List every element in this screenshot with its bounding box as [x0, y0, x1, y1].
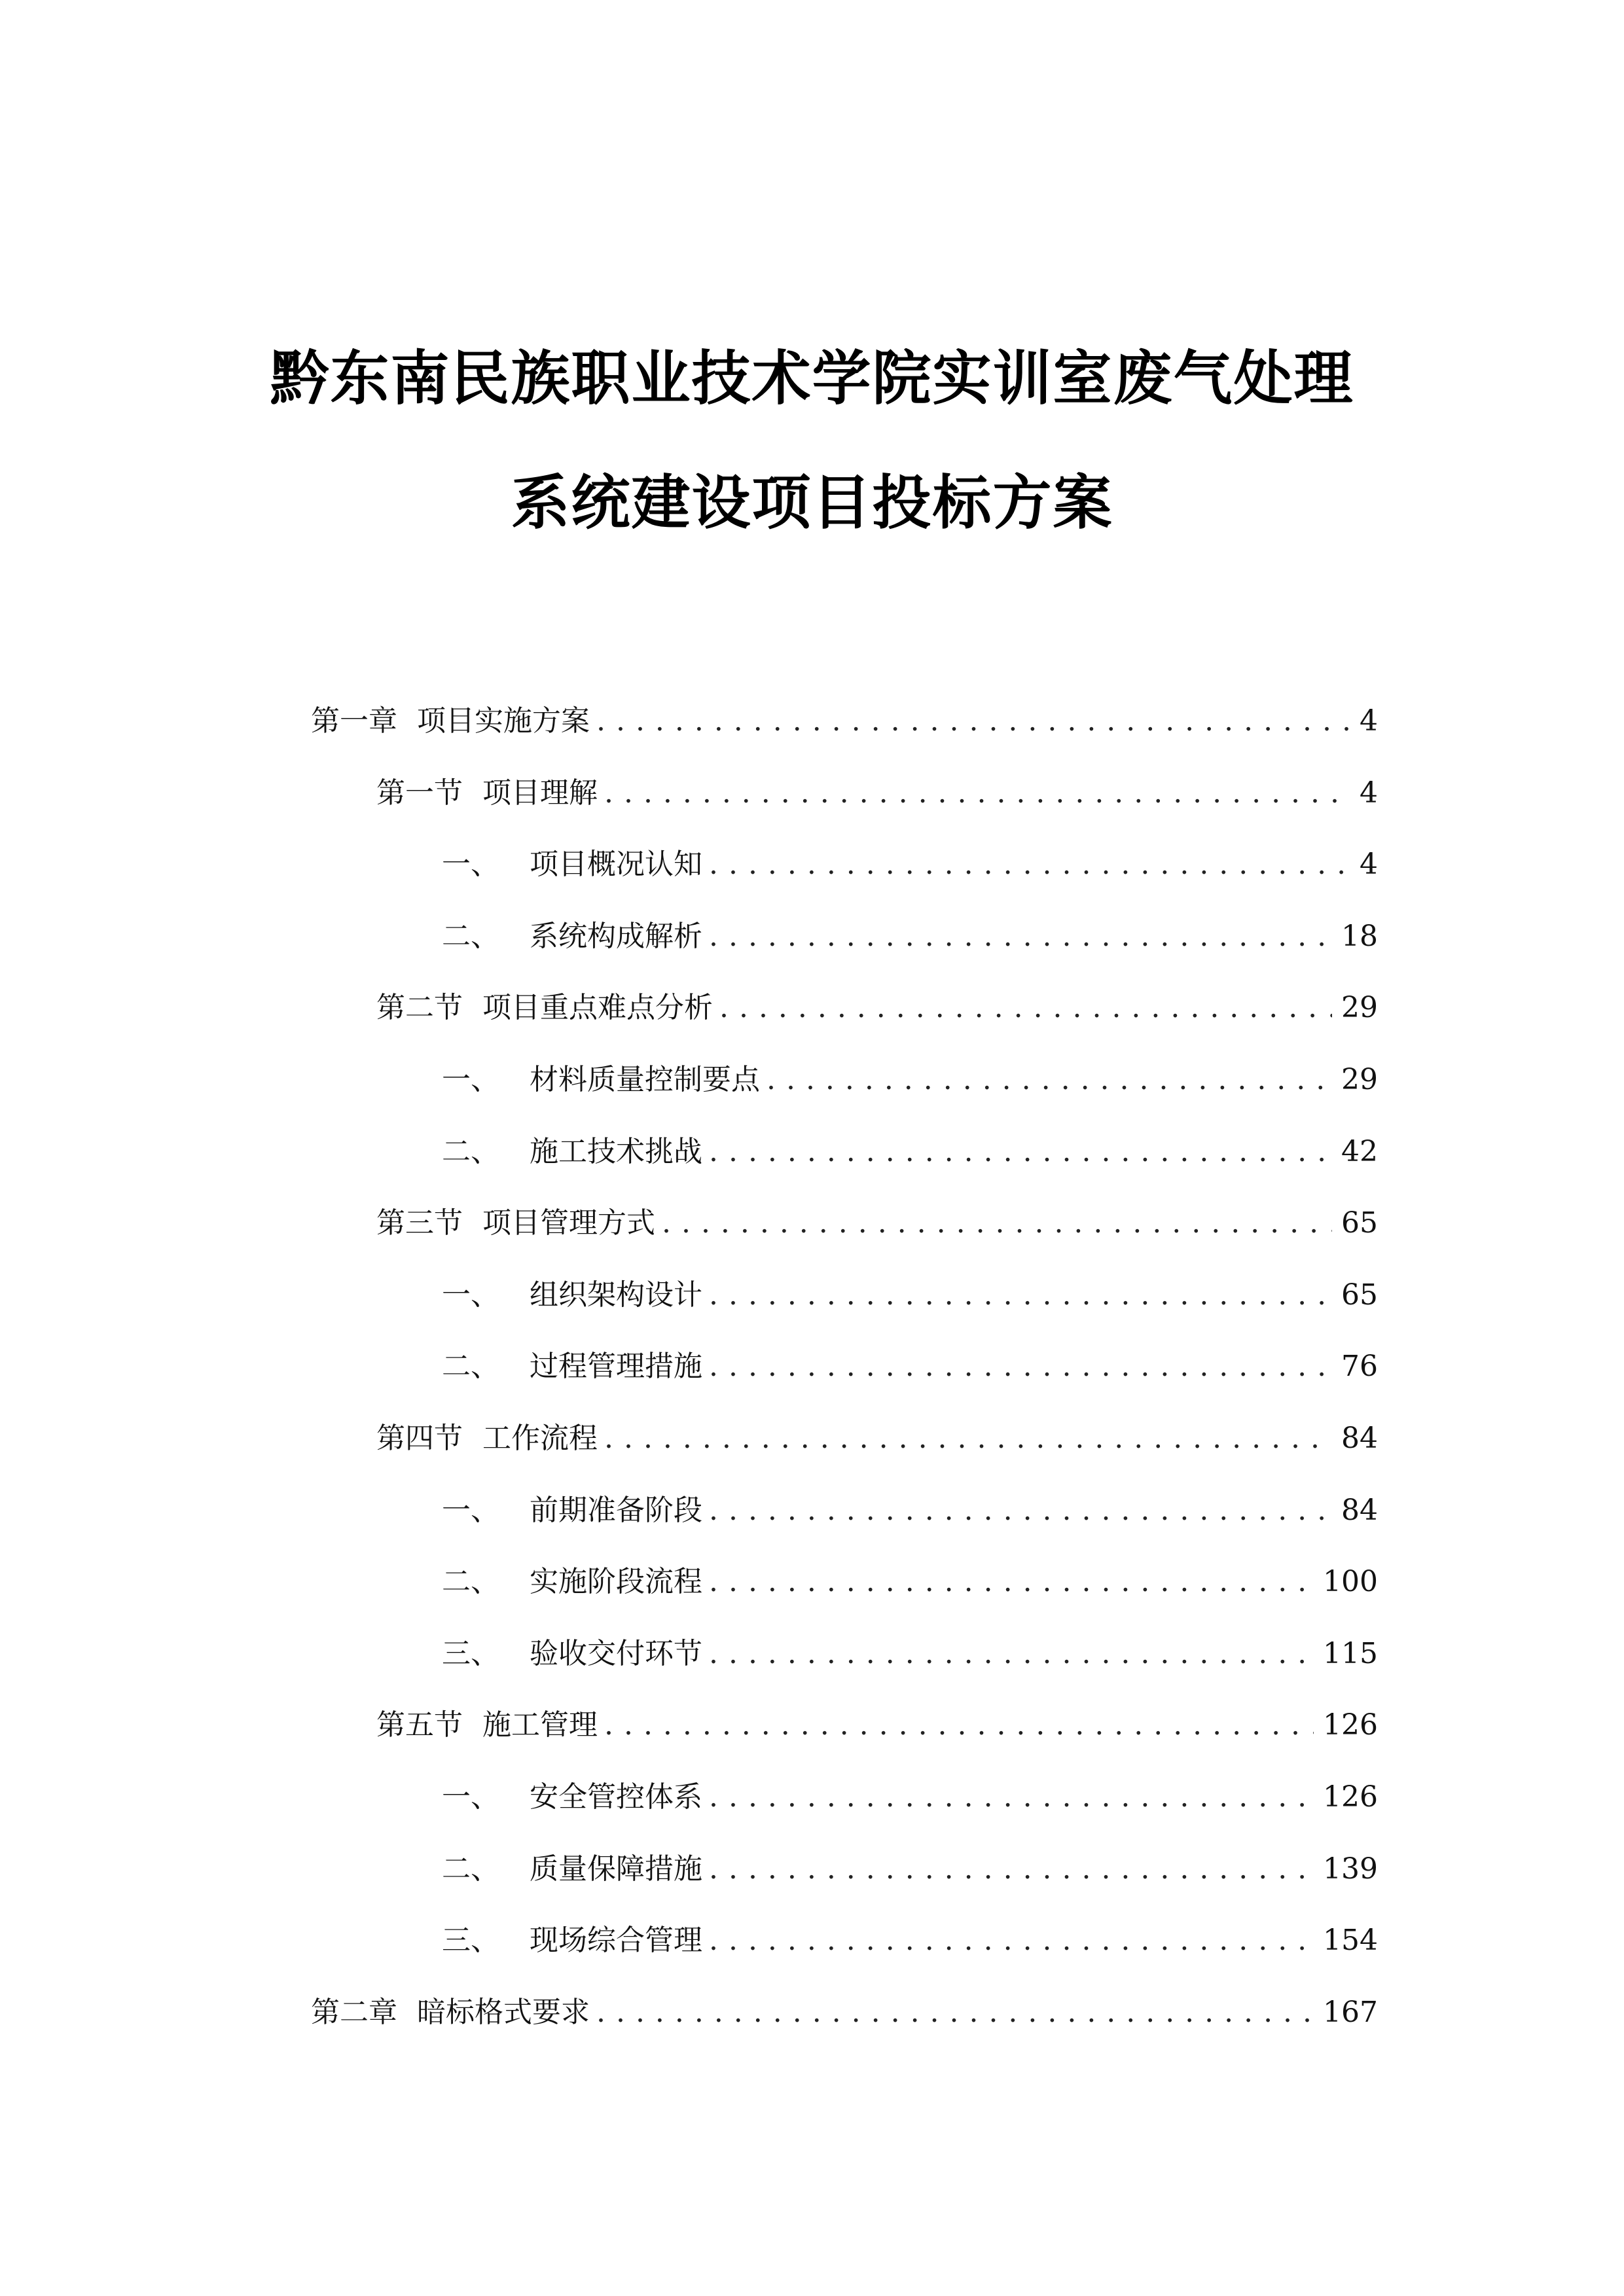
toc-entry-number: 二、 — [442, 920, 499, 953]
toc-page-number: 154 — [1323, 1924, 1378, 1957]
toc-page-number: 126 — [1323, 1780, 1378, 1814]
toc-entry-title: 暗标格式要求 — [417, 1996, 590, 2029]
toc-dot-leader — [709, 1269, 1332, 1321]
toc-page-number: 84 — [1341, 1494, 1378, 1527]
toc-entry[interactable] — [442, 1269, 1378, 1321]
toc-entry-number: 第四节 — [376, 1422, 463, 1455]
toc-entry-number: 一、 — [442, 1494, 499, 1527]
toc-entry-title: 实施阶段流程 — [530, 1565, 702, 1598]
document-title-line-1: 黔东南民族职业技术学院实训室废气处理 — [270, 344, 1354, 413]
toc-entry[interactable] — [311, 695, 1378, 747]
toc-entry[interactable] — [376, 1197, 1378, 1249]
toc-dot-leader — [709, 838, 1350, 891]
toc-entry-number: 二、 — [442, 1350, 499, 1383]
toc-entry-number: 一、 — [442, 848, 499, 881]
toc-dot-leader — [709, 1484, 1332, 1537]
toc-entry-title: 组织架构设计 — [530, 1278, 702, 1312]
toc-page-number: 4 — [1360, 848, 1378, 881]
toc-entry-number: 第五节 — [376, 1708, 463, 1742]
toc-entry-number: 第三节 — [376, 1206, 463, 1240]
toc-entry-title: 现场综合管理 — [530, 1924, 702, 1957]
toc-entry-title: 验收交付环节 — [530, 1637, 702, 1670]
toc-entry[interactable] — [376, 1412, 1378, 1465]
toc-entry[interactable] — [311, 1986, 1378, 2039]
toc-entry[interactable] — [442, 1126, 1378, 1178]
toc-entry[interactable] — [442, 1484, 1378, 1537]
toc-entry[interactable] — [442, 1914, 1378, 1967]
toc-entry-title: 安全管控体系 — [530, 1780, 702, 1814]
toc-entry-number: 二、 — [442, 1135, 499, 1168]
toc-dot-leader — [604, 767, 1350, 819]
toc-entry-number: 第一节 — [376, 776, 463, 810]
toc-entry-number: 一、 — [442, 1063, 499, 1096]
toc-dot-leader — [709, 1771, 1314, 1823]
toc-entry-title: 项目概况认知 — [530, 848, 702, 881]
document-title-line-2: 系统建设项目投标方案 — [511, 469, 1113, 537]
toc-page-number: 100 — [1323, 1565, 1378, 1598]
toc-page-number: 65 — [1341, 1278, 1378, 1312]
toc-page-number: 139 — [1323, 1852, 1378, 1886]
toc-entry[interactable] — [442, 1054, 1378, 1106]
toc-dot-leader — [709, 910, 1332, 963]
toc-entry-title: 项目重点难点分析 — [482, 991, 713, 1024]
toc-dot-leader — [596, 695, 1350, 747]
toc-dot-leader — [596, 1986, 1314, 2039]
toc-page-number: 126 — [1323, 1708, 1378, 1742]
toc-entry-title: 项目实施方案 — [417, 704, 590, 738]
toc-entry[interactable] — [442, 1843, 1378, 1895]
toc-entry-number: 三、 — [442, 1924, 499, 1957]
toc-dot-leader — [719, 982, 1332, 1034]
toc-dot-leader — [709, 1843, 1314, 1895]
toc-entry-number: 第二节 — [376, 991, 463, 1024]
toc-dot-leader — [709, 1556, 1314, 1608]
toc-page-number: 76 — [1341, 1350, 1378, 1383]
toc-page-number: 84 — [1341, 1422, 1378, 1455]
toc-page-number: 65 — [1341, 1206, 1378, 1240]
toc-dot-leader — [767, 1054, 1332, 1106]
toc-entry-title: 系统构成解析 — [530, 920, 702, 953]
toc-page-number: 18 — [1341, 920, 1378, 953]
toc-page-number: 4 — [1360, 776, 1378, 810]
toc-entry[interactable] — [442, 838, 1378, 891]
toc-entry-title: 材料质量控制要点 — [530, 1063, 760, 1096]
toc-entry[interactable] — [442, 1340, 1378, 1393]
toc-entry[interactable] — [376, 767, 1378, 819]
toc-entry-number: 第一章 — [311, 704, 397, 738]
toc-page-number: 4 — [1360, 704, 1378, 738]
toc-entry[interactable] — [376, 982, 1378, 1034]
toc-entry-number: 第二章 — [311, 1996, 397, 2029]
toc-dot-leader — [709, 1126, 1332, 1178]
toc-entry-number: 二、 — [442, 1852, 499, 1886]
toc-entry-number: 一、 — [442, 1780, 499, 1814]
toc-entry-title: 项目管理方式 — [482, 1206, 655, 1240]
toc-entry[interactable] — [376, 1699, 1378, 1751]
toc-dot-leader — [604, 1699, 1314, 1751]
toc-page-number: 29 — [1341, 1063, 1378, 1096]
toc-entry-title: 施工技术挑战 — [530, 1135, 702, 1168]
toc-dot-leader — [662, 1197, 1332, 1249]
toc-entry-title: 项目理解 — [482, 776, 598, 810]
toc-entry-title: 前期准备阶段 — [530, 1494, 702, 1527]
toc-page-number: 29 — [1341, 991, 1378, 1024]
toc-entry-title: 质量保障措施 — [530, 1852, 702, 1886]
toc-entry-title: 过程管理措施 — [530, 1350, 702, 1383]
toc-dot-leader — [709, 1340, 1332, 1393]
toc-entry[interactable] — [442, 1628, 1378, 1680]
toc-dot-leader — [709, 1628, 1314, 1680]
toc-entry-number: 三、 — [442, 1637, 499, 1670]
toc-entry[interactable] — [442, 1771, 1378, 1823]
toc-entry-number: 一、 — [442, 1278, 499, 1312]
toc-dot-leader — [709, 1914, 1314, 1967]
toc-entry-number: 二、 — [442, 1565, 499, 1598]
toc-page-number: 42 — [1341, 1135, 1378, 1168]
toc-entry-title: 工作流程 — [482, 1422, 598, 1455]
toc-entry[interactable] — [442, 1556, 1378, 1608]
toc-page-number: 115 — [1323, 1637, 1378, 1670]
toc-entry[interactable] — [442, 910, 1378, 963]
toc-dot-leader — [604, 1412, 1332, 1465]
toc-page-number: 167 — [1323, 1996, 1378, 2029]
toc-entry-title: 施工管理 — [482, 1708, 598, 1742]
